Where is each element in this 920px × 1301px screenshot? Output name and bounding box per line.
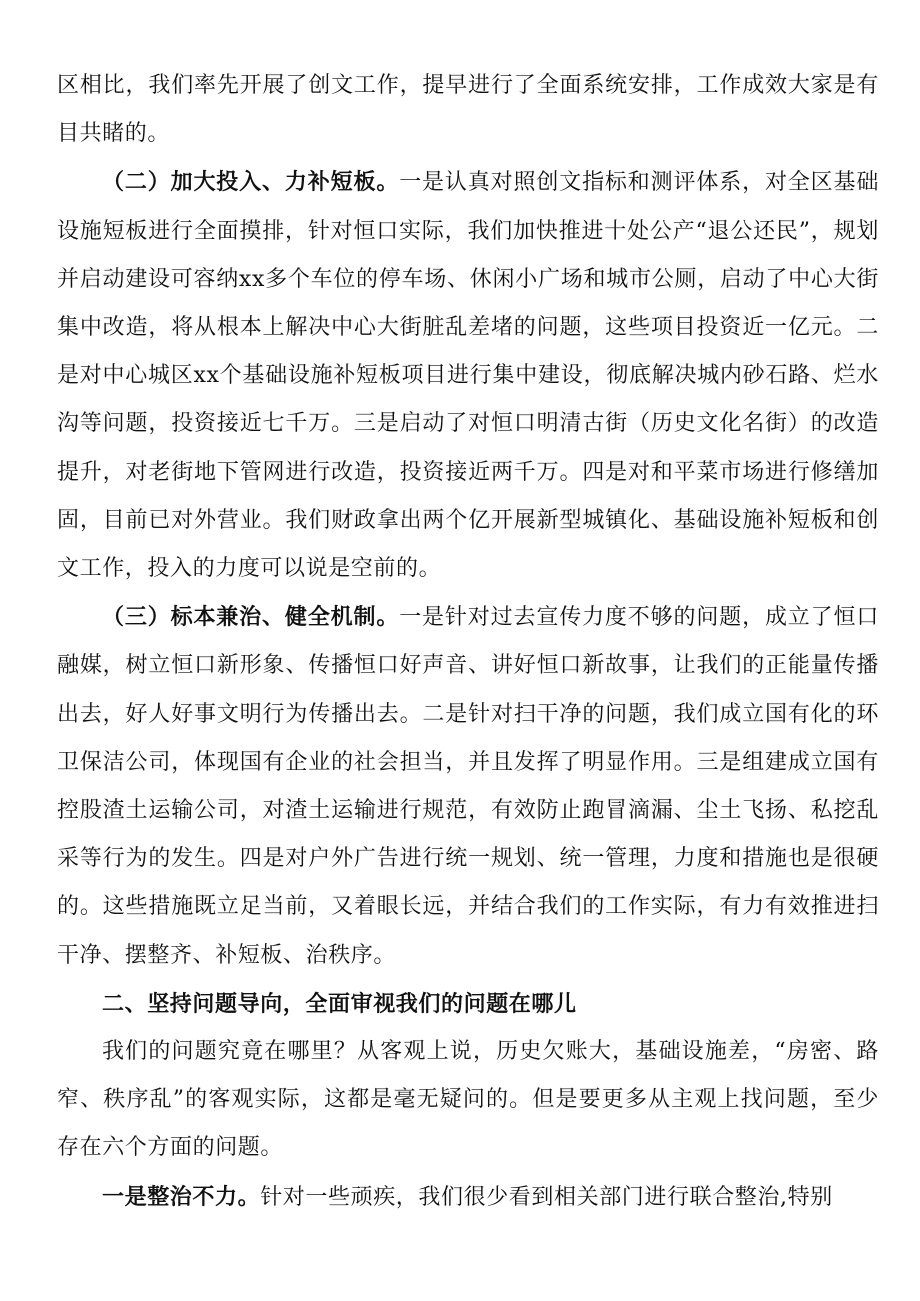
paragraph-problem-1 — [57, 1173, 879, 1222]
paragraph-continuation — [57, 62, 879, 158]
paragraph-text: 一是认真对照创文指标和测评体系，对全区基础设施短板进行全面摸排，针对恒口实际，我们加快推进十处公产“退公还民”，规划并启动建设可容纳xx多个车位的停车场、休闲小广场和城市公厕，启动了中心大街集中改造，将从根本上解决中心大街脏乱差堵的问题，这些项目投资近一亿元。二是对中心城区xx个基础设施补短板项目进行集中建设，彻底解决城内砂石路、烂水沟等问题，投资接近七千万。三是启动了对恒口明清古街（历史文化名街）的改造提升，对老街地下管网进行改造，投资接近两千万。四是对和平菜市场进行修缮加固，目前已对外营业。我们财政拿出两个亿开展新型城镇化、基础设施补短板和创文工作，投入的力度可以说是空前的。 — [57, 170, 879, 582]
paragraph-text: 针对一些顽疾，我们很少看到相关部门进行联合整治,特别 — [260, 1184, 833, 1210]
section-heading: （二）加大投入、力补短板。 — [102, 169, 400, 196]
paragraph-text: 区相比，我们率先开展了创文工作，提早进行了全面系统安排，工作成效大家是有目共睹的。 — [57, 73, 879, 147]
chapter-heading-text: 二、坚持问题导向，全面审视我们的问题在哪儿 — [102, 990, 577, 1017]
problem-heading: 一是整治不力。 — [102, 1183, 261, 1210]
paragraph-text: 一是针对过去宣传力度不够的问题，成立了恒口融媒，树立恒口新形象、传播恒口好声音、讲好恒口新故事，让我们的正能量传播出去，好人好事文明行为传播出去。二是针对扫干净的问题，我们成立国有化的环卫保洁公司，体现国有企业的社会担当，并且发挥了明显作用。三是组建成立国有控股渣土运输公司，对渣土运输进行规范，有效防止跑冒滴漏、尘土飞扬、私挖乱采等行为的发生。四是对户外广告进行统一规划、统一管理，力度和措施也是很硬的。这些措施既立足当前，又着眼长远，并结合我们的工作实际，有力有效推进扫干净、摆整齐、补短板、治秩序。 — [57, 605, 879, 968]
document-body — [57, 62, 879, 1222]
paragraph-section-3 — [57, 593, 879, 980]
chapter-heading — [57, 980, 879, 1028]
paragraph-text: 我们的问题究竟在哪里？从客观上说，历史欠账大，基础设施差，“房密、路窄、秩序乱”的客观实际，这都是毫无疑问的。但是要更多从主观上找问题，至少存在六个方面的问题。 — [57, 1039, 879, 1161]
section-heading: （三）标本兼治、健全机制。 — [102, 604, 400, 631]
paragraph-section-2 — [57, 158, 879, 593]
paragraph-intro — [57, 1028, 879, 1173]
